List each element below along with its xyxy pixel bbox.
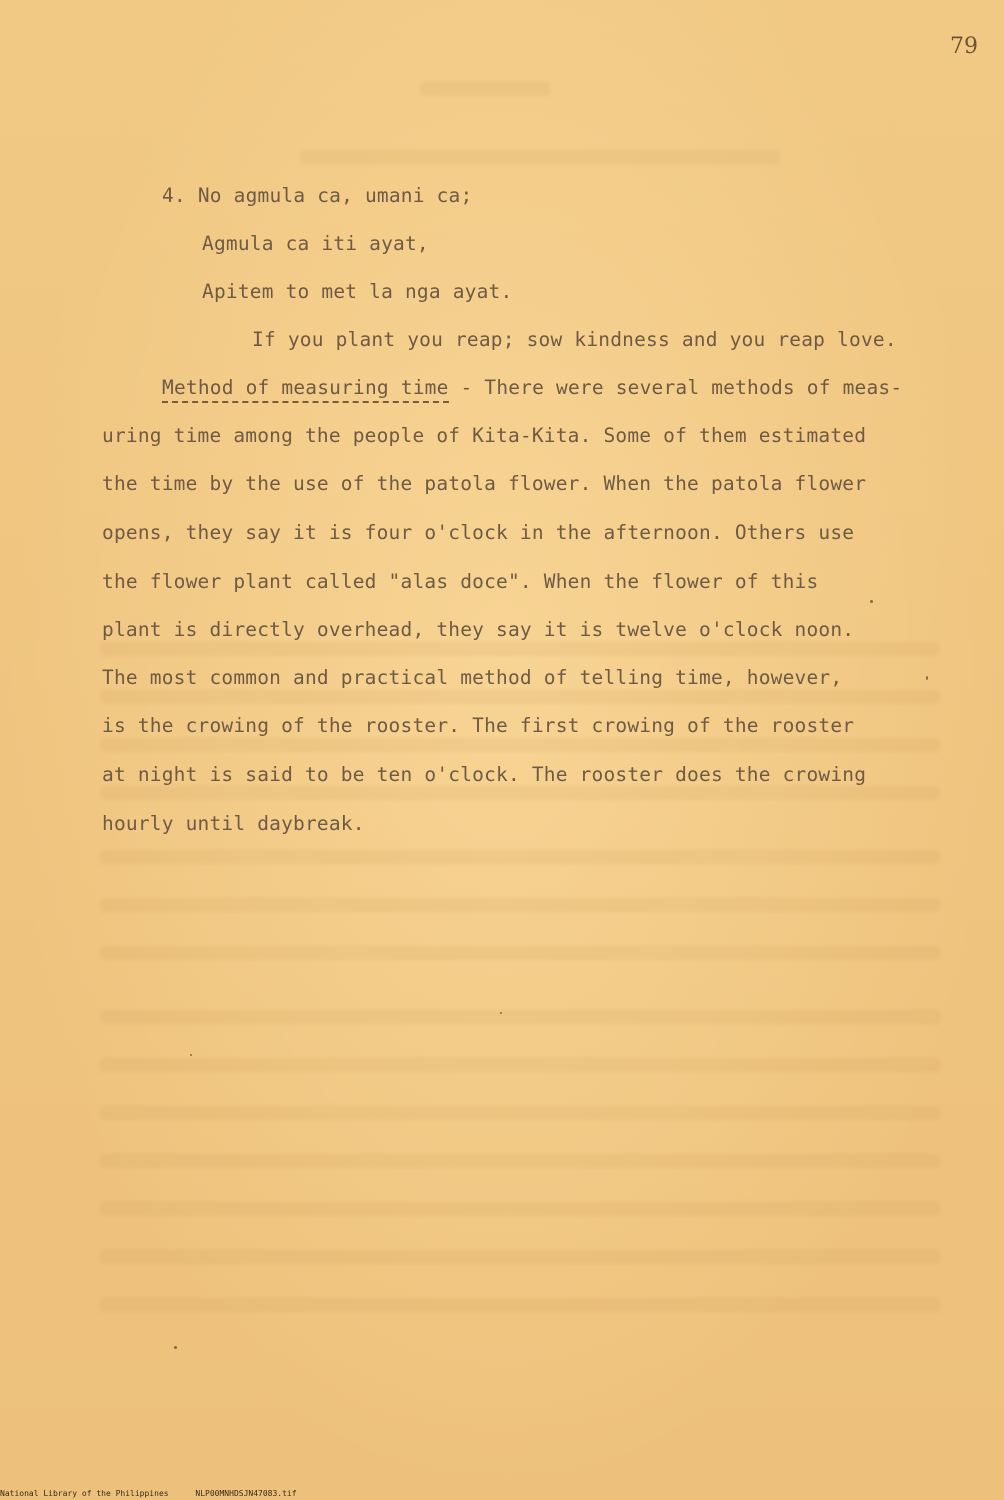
body-line: uring time among the people of Kita-Kita. Some of them estimated — [102, 424, 867, 447]
show-through-band — [100, 1298, 940, 1312]
show-through-band — [100, 898, 940, 912]
show-through-band — [100, 1058, 940, 1072]
section-heading: Method of measuring time — [162, 376, 449, 403]
verse-line-3: Apitem to met la nga ayat. — [202, 280, 513, 303]
verse-line-1: 4. No agmula ca, umani ca; — [162, 184, 473, 207]
page-number: 79 — [950, 34, 978, 59]
show-through-band — [100, 946, 940, 960]
translation-line: If you plant you reap; sow kindness and you reap love. — [252, 328, 897, 351]
show-through-band — [100, 1010, 940, 1024]
body-line: the time by the use of the patola flower. When the patola flower — [102, 472, 867, 495]
body-line: at night is said to be ten o'clock. The rooster does the crowing — [102, 763, 867, 786]
body-line: plant is directly overhead, they say it is twelve o'clock noon. — [102, 618, 855, 641]
body-line: opens, they say it is four o'clock in the afternoon. Others use — [102, 521, 855, 544]
show-through-band — [100, 1106, 940, 1120]
body-line: is the crowing of the rooster. The first crowing of the rooster — [102, 714, 855, 737]
paper-speck — [174, 1346, 177, 1349]
paper-speck — [190, 1054, 192, 1056]
show-through-band — [100, 1154, 940, 1168]
section-line-1: - There were several methods of meas- — [448, 376, 903, 399]
section-first-line — [162, 376, 902, 399]
body-line: The most common and practical method of telling time, however, — [102, 666, 843, 689]
show-through-band — [420, 82, 550, 96]
show-through-band — [100, 1202, 940, 1216]
footer-library: National Library of the Philippines — [0, 1489, 169, 1498]
show-through-band — [100, 690, 940, 704]
body-line: the flower plant called "alas doce". When the flower of this — [102, 570, 819, 593]
show-through-band — [300, 150, 780, 164]
scan-footer — [0, 1489, 319, 1498]
show-through-band — [100, 786, 940, 800]
show-through-band — [100, 1250, 940, 1264]
body-line: hourly until daybreak. — [102, 812, 365, 835]
paper-speck — [870, 600, 873, 603]
footer-filename: NLP00MNHDSJN47083.tif — [195, 1489, 297, 1498]
show-through-band — [100, 850, 940, 864]
paper-speck — [500, 1012, 502, 1014]
show-through-band — [100, 738, 940, 752]
show-through-band — [100, 642, 940, 656]
paper-speck — [926, 676, 928, 680]
verse-line-2: Agmula ca iti ayat, — [202, 232, 429, 255]
